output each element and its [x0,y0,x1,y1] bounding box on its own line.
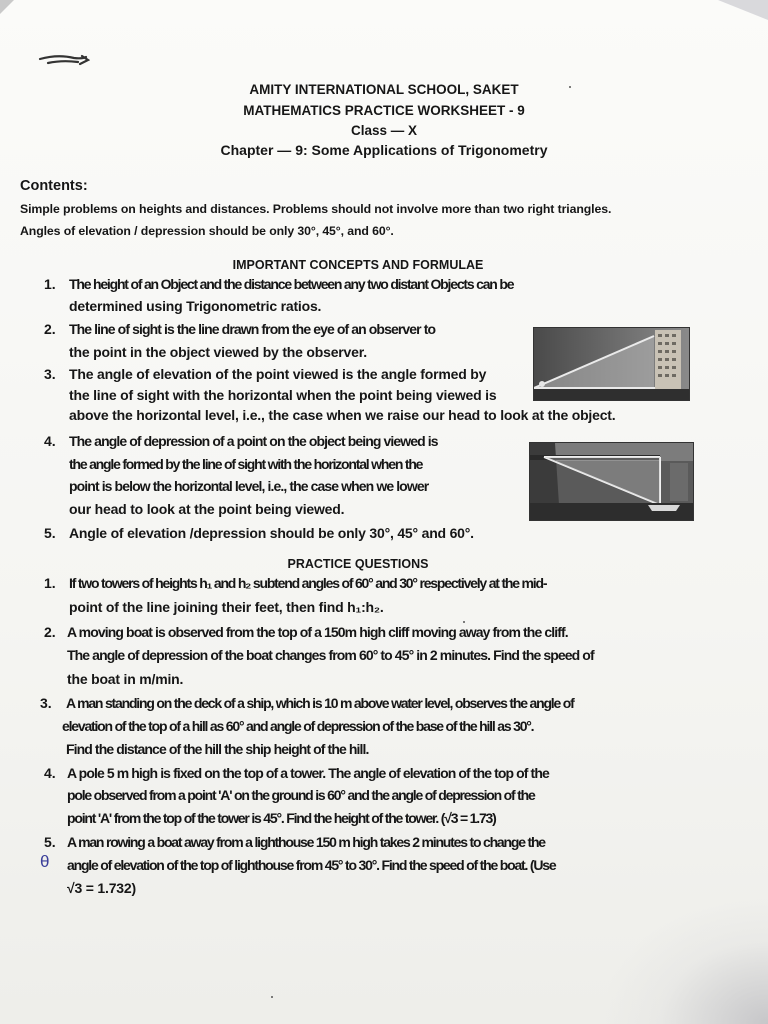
contents-line-2: Angles of elevation / depression should be only 30°, 45°, and 60°. [20,224,394,238]
question-line: If two towers of heights h₁ and h₂ subtend angles of 60° and 30° respectively at the mid- [69,575,547,591]
page-corner-curl [698,0,768,40]
pen-scribble-icon [38,50,90,72]
concept-line: our head to look at the point being viewed. [69,501,345,517]
question-number: 1. [44,575,56,591]
concept-number: 3. [44,366,56,382]
concept-number: 5. [44,525,56,541]
concept-number: 4. [44,433,56,449]
concept-line: the point in the object viewed by the observer. [69,344,367,360]
question-line: A man standing on the deck of a ship, which is 10 m above water level, observes the angle of [66,695,574,711]
practice-heading: PRACTICE QUESTIONS [287,557,429,571]
question-number: 5. [44,834,56,850]
worksheet-title: MATHEMATICS PRACTICE WORKSHEET - 9 [243,103,525,118]
question-line: A moving boat is observed from the top of a 150m high cliff moving away from the cliff. [67,624,568,640]
handwritten-theta-mark: θ [40,852,50,871]
page-corner-fold [0,0,14,14]
speck [569,86,571,88]
question-line: A man rowing a boat away from a lighthouse 150 m high takes 2 minutes to change the [67,834,545,850]
concept-number: 2. [44,321,56,337]
question-line: A pole 5 m high is fixed on the top of a tower. The angle of elevation of the top of the [67,765,549,781]
concept-line: The height of an Object and the distance between any two distant Objects can be [69,276,514,292]
concept-line: The angle of elevation of the point viewed is the angle formed by [69,366,487,382]
school-name: AMITY INTERNATIONAL SCHOOL, SAKET [249,82,519,97]
concept-line: the angle formed by the line of sight with the horizontal when the [69,456,423,472]
concept-line: The line of sight is the line drawn from the eye of an observer to [69,321,436,337]
concept-line: the line of sight with the horizontal when the point being viewed is [69,387,497,403]
chapter-title: Chapter — 9: Some Applications of Trigonometry [220,142,548,158]
question-line: point of the line joining their feet, then find h₁:h₂. [69,599,384,615]
concept-line: above the horizontal level, i.e., the case when we raise our head to look at the object. [69,407,616,423]
speck [463,621,465,623]
contents-heading: Contents: [20,178,88,194]
question-number: 2. [44,624,56,640]
angle-of-elevation-photo [533,327,690,401]
speck [271,996,273,998]
concept-line: The angle of depression of a point on the object being viewed is [69,433,438,449]
question-line: point 'A' from the top of the tower is 45°. Find the height of the tower. (√3 = 1.73) [67,810,496,826]
concepts-heading: IMPORTANT CONCEPTS AND FORMULAE [232,258,484,272]
question-line: angle of elevation of the top of lighthouse from 45° to 30°. Find the speed of the boat. (Use [67,857,556,873]
question-line: √3 = 1.732) [67,880,136,896]
concept-line: determined using Trigonometric ratios. [69,298,322,314]
concept-number: 1. [44,276,56,292]
question-line: the boat in m/min. [67,671,184,687]
concept-line: Angle of elevation /depression should be only 30°, 45° and 60°. [69,525,474,541]
page-curl-shadow [598,894,768,1024]
question-line: The angle of depression of the boat changes from 60° to 45° in 2 minutes. Find the speed of [67,647,594,663]
question-line: pole observed from a point 'A' on the ground is 60° and the angle of depression of the [67,787,535,803]
angle-of-depression-photo [529,442,694,521]
contents-line-1: Simple problems on heights and distances. Problems should not involve more than two right triangles. [20,202,612,216]
question-number: 3. [40,695,52,711]
concept-line: point is below the horizontal level, i.e., the case when we lower [69,478,429,494]
question-line: elevation of the top of a hill as 60° and angle of depression of the base of the hill as 30°. [62,718,534,734]
question-number: 4. [44,765,56,781]
question-line: Find the distance of the hill the ship height of the hill. [66,741,369,757]
class-label: Class — X [350,123,418,138]
